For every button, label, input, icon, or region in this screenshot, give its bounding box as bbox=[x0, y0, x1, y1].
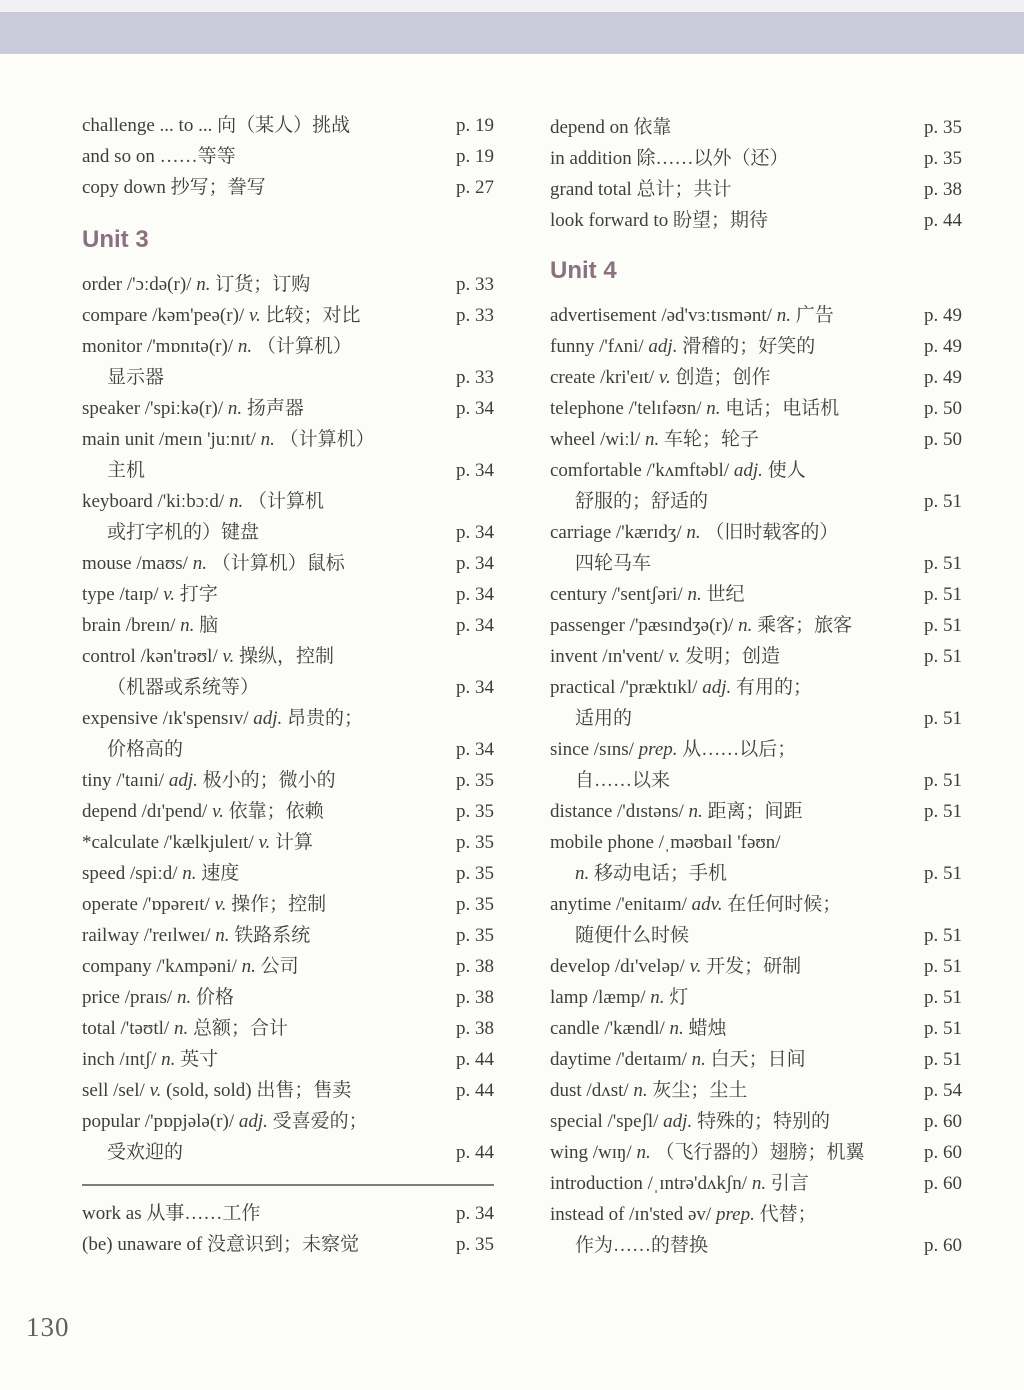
glossary-entry bbox=[82, 110, 494, 141]
entry-page-ref: p. 35 bbox=[456, 770, 494, 791]
entry-page-ref: p. 60 bbox=[924, 1235, 962, 1256]
entry-text: wing /wɪŋ/ n. （飞行器的）翅膀；机翼 bbox=[550, 1142, 865, 1163]
entry-text: advertisement /əd'vɜːtɪsmənt/ n. 广告 bbox=[550, 305, 834, 326]
glossary-entry bbox=[82, 1106, 494, 1168]
glossary-entry bbox=[550, 734, 962, 796]
entry-page-ref: p. 33 bbox=[456, 274, 494, 295]
entry-text: company /'kʌmpəni/ n. 公司 bbox=[82, 956, 299, 977]
glossary-entry bbox=[82, 1044, 494, 1075]
glossary-entry bbox=[82, 858, 494, 889]
glossary-entry bbox=[550, 1044, 962, 1075]
glossary-entry bbox=[82, 486, 494, 548]
glossary-entry bbox=[550, 889, 962, 951]
entry-page-ref: p. 51 bbox=[924, 925, 962, 946]
entry-page-ref: p. 35 bbox=[456, 801, 494, 822]
glossary-entry bbox=[550, 579, 962, 610]
glossary-entry bbox=[82, 579, 494, 610]
glossary-entry bbox=[82, 1229, 494, 1260]
glossary-entry bbox=[550, 112, 962, 143]
entry-page-ref: p. 34 bbox=[456, 1203, 494, 1224]
entry-text: introduction /ˌɪntrə'dʌkʃn/ n. 引言 bbox=[550, 1173, 809, 1194]
entry-page-ref: p. 51 bbox=[924, 801, 962, 822]
glossary-entry bbox=[550, 205, 962, 236]
entry-text: popular /'pɒpjələ(r)/ adj. 受喜爱的； 受欢迎的 bbox=[82, 1111, 368, 1163]
glossary-entry bbox=[550, 331, 962, 362]
entry-text: inch /ɪntʃ/ n. 英寸 bbox=[82, 1049, 219, 1070]
entry-text: speaker /'spiːkə(r)/ n. 扬声器 bbox=[82, 398, 304, 419]
glossary-entry bbox=[550, 300, 962, 331]
entry-text: challenge ... to ... 向（某人）挑战 bbox=[82, 115, 351, 136]
entry-page-ref: p. 51 bbox=[924, 1049, 962, 1070]
glossary-entry bbox=[82, 172, 494, 203]
entry-page-ref: p. 60 bbox=[924, 1142, 962, 1163]
entry-text: funny /'fʌni/ adj. 滑稽的；好笑的 bbox=[550, 336, 816, 357]
entry-page-ref: p. 51 bbox=[924, 491, 962, 512]
entry-page-ref: p. 44 bbox=[456, 1049, 494, 1070]
entry-page-ref: p. 60 bbox=[924, 1173, 962, 1194]
entry-text: distance /'dɪstəns/ n. 距离；间距 bbox=[550, 801, 803, 822]
entry-text: since /sɪns/ prep. 从……以后； 自……以来 bbox=[550, 739, 797, 791]
glossary-entry bbox=[82, 982, 494, 1013]
entry-text: type /taɪp/ v. 打字 bbox=[82, 584, 218, 605]
entry-page-ref: p. 35 bbox=[924, 148, 962, 169]
entry-page-ref: p. 34 bbox=[456, 584, 494, 605]
page-top-edge bbox=[0, 0, 1024, 12]
glossary-entry bbox=[550, 827, 962, 889]
entry-page-ref: p. 51 bbox=[924, 987, 962, 1008]
entry-page-ref: p. 51 bbox=[924, 708, 962, 729]
entry-text: railway /'reɪlweɪ/ n. 铁路系统 bbox=[82, 925, 311, 946]
entry-text: main unit /meɪn 'juːnɪt/ n. （计算机） 主机 bbox=[82, 429, 375, 481]
entry-text: in addition 除……以外（还） bbox=[550, 148, 789, 169]
entry-text: order /'ɔːdə(r)/ n. 订货；订购 bbox=[82, 274, 311, 295]
entry-page-ref: p. 49 bbox=[924, 367, 962, 388]
glossary-entry bbox=[82, 920, 494, 951]
glossary-entry bbox=[82, 393, 494, 424]
entry-text: monitor /'mɒnɪtə(r)/ n. （计算机） 显示器 bbox=[82, 336, 352, 388]
entry-page-ref: p. 51 bbox=[924, 956, 962, 977]
glossary-entry bbox=[550, 1168, 962, 1199]
entry-text: grand total 总计；共计 bbox=[550, 179, 732, 200]
entry-text: work as 从事……工作 bbox=[82, 1203, 261, 1224]
entry-text: lamp /læmp/ n. 灯 bbox=[550, 987, 689, 1008]
glossary-entry bbox=[550, 1075, 962, 1106]
glossary-entry bbox=[550, 1106, 962, 1137]
entry-page-ref: p. 49 bbox=[924, 305, 962, 326]
entry-page-ref: p. 50 bbox=[924, 398, 962, 419]
unit-heading: Unit 4 bbox=[550, 257, 617, 284]
entry-text: expensive /ɪk'spensɪv/ adj. 昂贵的； 价格高的 bbox=[82, 708, 364, 760]
glossary-entry bbox=[82, 1075, 494, 1106]
glossary-entry bbox=[550, 362, 962, 393]
glossary-entry bbox=[550, 174, 962, 205]
entry-page-ref: p. 51 bbox=[924, 770, 962, 791]
entry-text: anytime /'enitaɪm/ adv. 在任何时候； 随便什么时候 bbox=[550, 894, 842, 946]
entry-text: mobile phone /ˌməʊbaɪl 'fəʊn/ n. 移动电话；手机 bbox=[550, 832, 781, 884]
glossary-entry bbox=[550, 982, 962, 1013]
entry-page-ref: p. 35 bbox=[456, 894, 494, 915]
entry-page-ref: p. 51 bbox=[924, 584, 962, 605]
entry-page-ref: p. 51 bbox=[924, 646, 962, 667]
entry-page-ref: p. 38 bbox=[456, 1018, 494, 1039]
entry-text: copy down 抄写；誊写 bbox=[82, 177, 266, 198]
page-number: 130 bbox=[26, 1312, 70, 1342]
entry-page-ref: p. 50 bbox=[924, 429, 962, 450]
entry-page-ref: p. 34 bbox=[456, 522, 494, 543]
entry-page-ref: p. 33 bbox=[456, 305, 494, 326]
entry-text: total /'təʊtl/ n. 总额；合计 bbox=[82, 1018, 288, 1039]
entry-text: mouse /maʊs/ n. （计算机）鼠标 bbox=[82, 553, 345, 574]
glossary-column-right bbox=[550, 112, 962, 1261]
entry-page-ref: p. 35 bbox=[456, 925, 494, 946]
page-top-band bbox=[0, 12, 1024, 54]
entry-text: control /kən'trəʊl/ v. 操纵，控制 （机器或系统等） bbox=[82, 646, 335, 698]
glossary-entry bbox=[550, 143, 962, 174]
entry-text: develop /dɪ'veləp/ v. 开发；研制 bbox=[550, 956, 802, 977]
glossary-entry bbox=[550, 424, 962, 455]
glossary-entry bbox=[82, 141, 494, 172]
glossary-entry bbox=[550, 455, 962, 517]
entry-page-ref: p. 34 bbox=[456, 677, 494, 698]
entry-text: daytime /'deɪtaɪm/ n. 白天；日间 bbox=[550, 1049, 806, 1070]
entry-text: create /kri'eɪt/ v. 创造；创作 bbox=[550, 367, 771, 388]
glossary-column-left bbox=[82, 110, 494, 1260]
glossary-entry bbox=[550, 517, 962, 579]
entry-text: price /praɪs/ n. 价格 bbox=[82, 987, 234, 1008]
glossary-entry bbox=[550, 610, 962, 641]
glossary-entry bbox=[550, 1013, 962, 1044]
entry-page-ref: p. 35 bbox=[924, 117, 962, 138]
entry-text: tiny /'taɪni/ adj. 极小的；微小的 bbox=[82, 770, 336, 791]
entry-page-ref: p. 60 bbox=[924, 1111, 962, 1132]
entry-text: (be) unaware of 没意识到；未察觉 bbox=[82, 1234, 360, 1255]
glossary-entry bbox=[550, 641, 962, 672]
glossary-entry bbox=[82, 889, 494, 920]
unit-heading: Unit 3 bbox=[82, 226, 149, 253]
entry-page-ref: p. 54 bbox=[924, 1080, 962, 1101]
entry-page-ref: p. 44 bbox=[924, 210, 962, 231]
entry-text: and so on ……等等 bbox=[82, 146, 236, 167]
glossary-entry bbox=[550, 672, 962, 734]
glossary-entry bbox=[550, 1199, 962, 1261]
entry-page-ref: p. 38 bbox=[924, 179, 962, 200]
entry-page-ref: p. 44 bbox=[456, 1080, 494, 1101]
entry-page-ref: p. 49 bbox=[924, 336, 962, 357]
entry-text: speed /spiːd/ n. 速度 bbox=[82, 863, 240, 884]
entry-text: depend /dɪ'pend/ v. 依靠；依赖 bbox=[82, 801, 324, 822]
glossary-entry bbox=[82, 641, 494, 703]
entry-page-ref: p. 35 bbox=[456, 832, 494, 853]
entry-text: brain /breɪn/ n. 脑 bbox=[82, 615, 219, 636]
entry-page-ref: p. 34 bbox=[456, 460, 494, 481]
entry-page-ref: p. 38 bbox=[456, 956, 494, 977]
glossary-entry bbox=[550, 393, 962, 424]
glossary-entry bbox=[82, 331, 494, 393]
entry-page-ref: p. 35 bbox=[456, 1234, 494, 1255]
entry-text: *calculate /'kælkjuleɪt/ v. 计算 bbox=[82, 832, 314, 853]
glossary-entry bbox=[82, 269, 494, 300]
entry-page-ref: p. 51 bbox=[924, 615, 962, 636]
entry-page-ref: p. 33 bbox=[456, 367, 494, 388]
glossary-entry bbox=[82, 424, 494, 486]
glossary-entry bbox=[82, 827, 494, 858]
entry-text: dust /dʌst/ n. 灰尘；尘土 bbox=[550, 1080, 748, 1101]
entry-text: century /'sentʃəri/ n. 世纪 bbox=[550, 584, 745, 605]
entry-page-ref: p. 27 bbox=[456, 177, 494, 198]
glossary-entry bbox=[82, 610, 494, 641]
entry-page-ref: p. 34 bbox=[456, 398, 494, 419]
entry-text: telephone /'telɪfəʊn/ n. 电话；电话机 bbox=[550, 398, 840, 419]
glossary-entry bbox=[82, 765, 494, 796]
glossary-entry bbox=[82, 1198, 494, 1229]
glossary-entry bbox=[550, 796, 962, 827]
entry-text: carriage /'kærɪdʒ/ n. （旧时载客的） 四轮马车 bbox=[550, 522, 839, 574]
entry-text: passenger /'pæsɪndʒə(r)/ n. 乘客；旅客 bbox=[550, 615, 853, 636]
entry-text: invent /ɪn'vent/ v. 发明；创造 bbox=[550, 646, 781, 667]
entry-page-ref: p. 34 bbox=[456, 553, 494, 574]
entry-page-ref: p. 51 bbox=[924, 553, 962, 574]
entry-text: depend on 依靠 bbox=[550, 117, 672, 138]
entry-text: compare /kəm'peə(r)/ v. 比较；对比 bbox=[82, 305, 361, 326]
entry-text: keyboard /'kiːbɔːd/ n. （计算机 或打字机的）键盘 bbox=[82, 491, 324, 543]
entry-page-ref: p. 19 bbox=[456, 146, 494, 167]
entry-text: wheel /wiːl/ n. 车轮；轮子 bbox=[550, 429, 759, 450]
entry-page-ref: p. 44 bbox=[456, 1142, 494, 1163]
entry-page-ref: p. 19 bbox=[456, 115, 494, 136]
entry-page-ref: p. 38 bbox=[456, 987, 494, 1008]
entry-text: special /'speʃl/ adj. 特殊的；特别的 bbox=[550, 1111, 830, 1132]
entry-text: look forward to 盼望；期待 bbox=[550, 210, 768, 231]
entry-text: comfortable /'kʌmftəbl/ adj. 使人 舒服的；舒适的 bbox=[550, 460, 806, 512]
glossary-entry bbox=[82, 796, 494, 827]
glossary-entry bbox=[82, 300, 494, 331]
section-divider bbox=[82, 1184, 494, 1186]
glossary-entry bbox=[82, 548, 494, 579]
entry-page-ref: p. 34 bbox=[456, 739, 494, 760]
entry-text: operate /'ɒpəreɪt/ v. 操作；控制 bbox=[82, 894, 327, 915]
entry-text: practical /'præktɪkl/ adj. 有用的； 适用的 bbox=[550, 677, 813, 729]
glossary-entry bbox=[550, 1137, 962, 1168]
entry-page-ref: p. 51 bbox=[924, 1018, 962, 1039]
glossary-entry bbox=[550, 951, 962, 982]
entry-page-ref: p. 35 bbox=[456, 863, 494, 884]
entry-text: candle /'kændl/ n. 蜡烛 bbox=[550, 1018, 727, 1039]
glossary-entry bbox=[82, 951, 494, 982]
entry-text: instead of /ɪn'sted əv/ prep. 代替； 作为……的替换 bbox=[550, 1204, 817, 1256]
glossary-entry bbox=[82, 1013, 494, 1044]
entry-page-ref: p. 51 bbox=[924, 863, 962, 884]
entry-text: sell /sel/ v. (sold, sold) 出售；售卖 bbox=[82, 1080, 352, 1101]
entry-page-ref: p. 34 bbox=[456, 615, 494, 636]
glossary-entry bbox=[82, 703, 494, 765]
